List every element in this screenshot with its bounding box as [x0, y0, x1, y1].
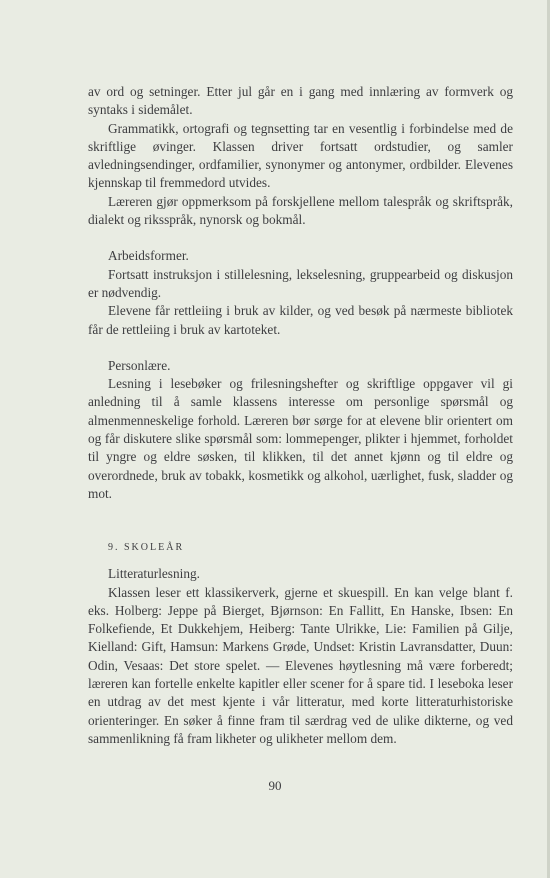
personlaere-paragraph: Lesning i lesebøker og frilesningshefter og skriftlige oppgaver vil gi anledning til å samle klassens interesse om personlige spørsmål og almenmenneskelige forhold. Læreren bør sørge for at elevene blir orientert om og får diskutere slike spørsmål som: lommepenger, plikter i hjemmet, forholdet til yngre og eldre søsken, til klikken, til det annet kjønn og til eldre og overordnede, bruk av tobakk, kosmetikk og alkohol, uærlighet, fusk, sladder og mot.	[88, 376, 513, 501]
section-spacer	[88, 339, 513, 357]
section-heading-personlaere: Personlære.	[108, 357, 171, 373]
section-spacer	[88, 229, 513, 247]
chapter-heading-spacer	[88, 557, 513, 565]
chapter-heading: 9. SKOLEÅR	[108, 542, 185, 554]
page-number: 90	[268, 778, 282, 793]
section-heading-litteraturlesning: Litteraturlesning.	[108, 566, 200, 582]
grammar-paragraph: Grammatikk, ortografi og tegnsetting tar en vesentlig i forbindelse med de skriftlige øvinger. Klassen driver fortsatt ordstudier, og samler avledningsendinger, ordfamilier, synonymer og antonymer, ordbilder. Elevenes kjennskap til fremmedord utvides.	[88, 120, 513, 191]
arbeidsformer-paragraph: Elevene får rettleiing i bruk av kilder, og ved besøk på nærmeste bibliotek får de rettleiing i bruk av kartoteket.	[88, 303, 513, 337]
section-heading-arbeidsformer: Arbeidsformer.	[108, 248, 189, 264]
litteraturlesning-paragraph: Klassen leser ett klassikerverk, gjerne et skuespill. En kan velge blant f. eks. Holberg: Jeppe på Bierget, Bjørnson: En Fallitt, En Hanske, Ibsen: En Folkefiende, Et Dukkehjem, Heiberg: Tante Ulrikke, Lie: Familien på Gilje, Kielland: Gift, Hamsun: Markens Grøde, Undset: Kristin Lavransdatter, Duun: Odin, Vesaas: Det store spelet. — Elevenes høytlesning må være forberedt; læreren kan fortelle enkelte kapitler eller scener for å spare tid. I leseboka leser en utdrag av det mest kjente i vår litteratur, med korte litteraturhistoriske orienteringer. En søker å finne fram til særdrag ved de ulike dikterne, og ved sammenlikning få fram likheter og ulikheter mellom dem.	[88, 584, 513, 746]
continuation-paragraph: av ord og setninger. Etter jul går en i gang med innlæring av formverk og syntaks i sidemålet.	[88, 84, 513, 118]
chapter-spacer	[88, 503, 513, 539]
arbeidsformer-paragraph: Fortsatt instruksjon i stillelesning, lekselesning, gruppearbeid og diskusjon er nødvendig.	[88, 266, 513, 300]
language-forms-paragraph: Læreren gjør oppmerksom på forskjellene mellom talespråk og skriftspråk, dialekt og riksspråk, nynorsk og bokmål.	[88, 193, 513, 228]
page-body	[88, 83, 513, 748]
